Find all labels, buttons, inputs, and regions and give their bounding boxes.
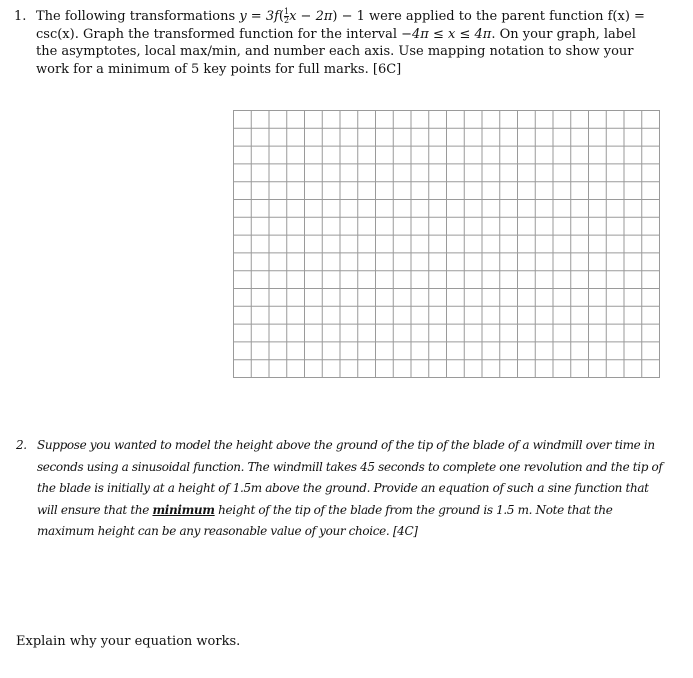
fraction-denominator: 2: [283, 16, 290, 25]
equation-open-paren: (: [278, 9, 284, 24]
explain-prompt: Explain why your equation works.: [16, 634, 241, 649]
question-1-text: [36, 8, 654, 78]
equation-close-paren: ): [332, 9, 338, 24]
question-1: [14, 8, 654, 78]
question-1-interval: −4π ≤ x ≤ 4π: [401, 26, 492, 42]
question-1-after-equation: were applied to the parent function f(x) = csc(x). Graph the transformed function for the interval: [36, 9, 645, 42]
graph-grid-svg: [233, 110, 660, 378]
question-2-text: [37, 435, 666, 543]
equation-inner: x − 2π: [289, 9, 333, 24]
question-1-number: 1.: [14, 9, 27, 24]
fraction-numerator: 1: [283, 7, 290, 16]
graph-grid: [233, 110, 660, 378]
question-2-emphasis: minimum: [152, 502, 215, 517]
question-2-text-before: Suppose you wanted to model the height above the ground of the tip of the blade of a windmill over time in seconds using a sinusoidal function. The windmill takes 45 seconds to complete one revolution and the tip of the blade is initially at a height of 1.5m above the ground. Provide an equation of such a sine function that will ensure that the: [37, 438, 663, 517]
question-1-rest: . On your graph, label the asymptotes, local max/min, and number each axis. Use mapping notation to show your work for a minimum of 5 key points for full marks. [6C]: [36, 26, 636, 77]
question-2: [16, 435, 666, 543]
equation-tail: − 1: [337, 9, 365, 24]
equation-y: y = 3f: [239, 9, 279, 24]
question-2-number: 2.: [16, 438, 27, 452]
question-2-text-after: height of the tip of the blade from the ground is 1.5 m. Note that the maximum height can be any reasonable value of your choice. [4C]: [37, 502, 613, 539]
question-1-intro: The following transformations: [36, 9, 240, 24]
